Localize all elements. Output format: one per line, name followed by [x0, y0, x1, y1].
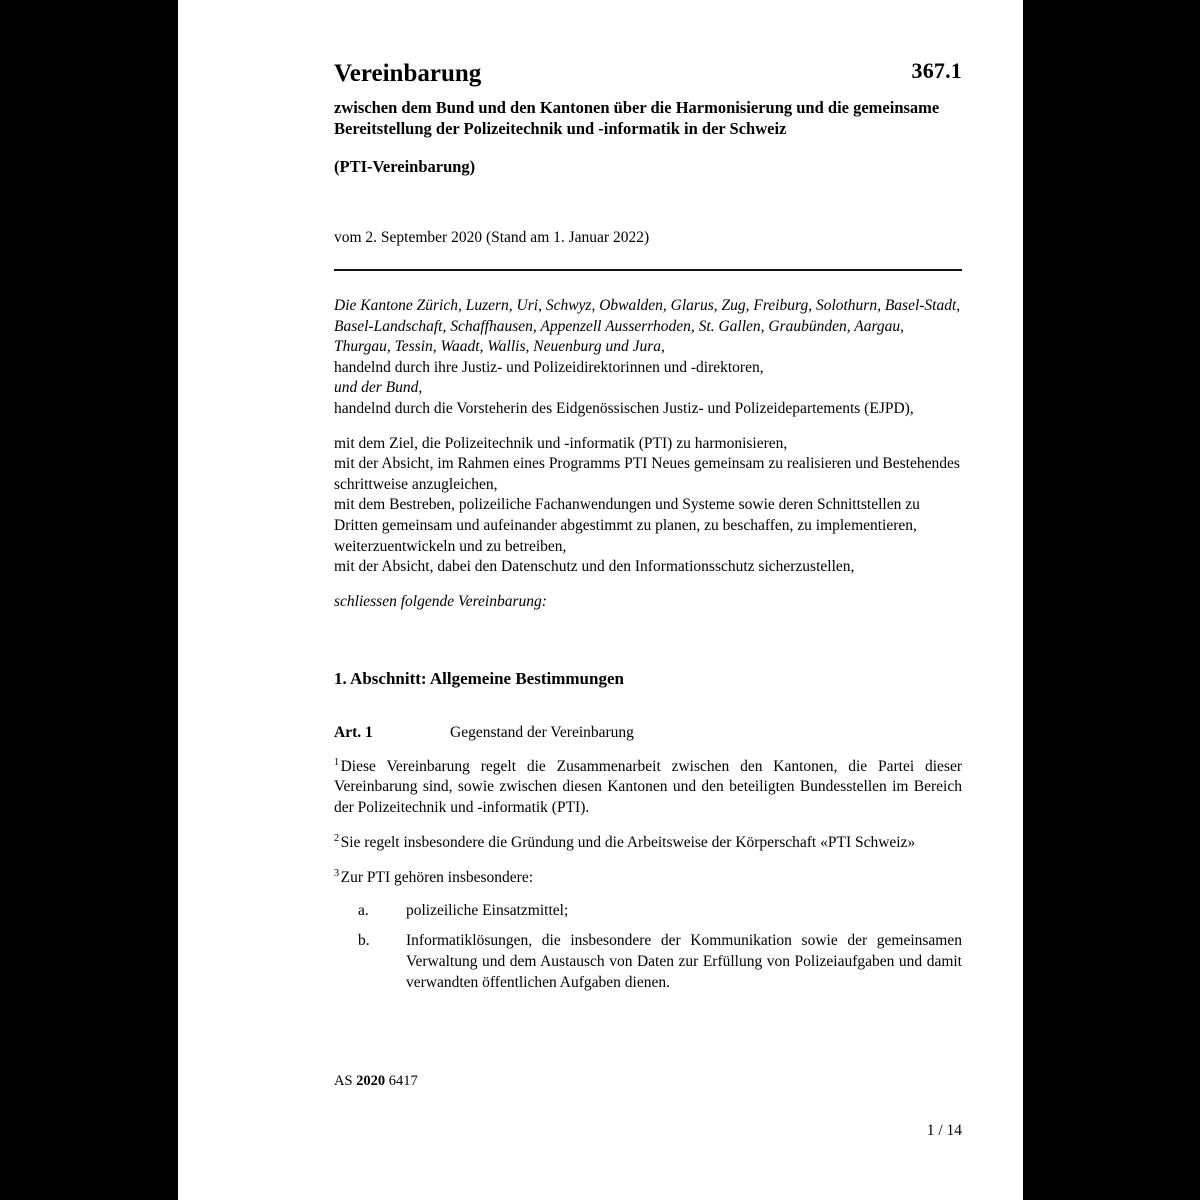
article-item-list	[334, 901, 962, 994]
list-item-marker: b.	[358, 932, 370, 950]
article-header	[334, 723, 962, 743]
preamble-cantons-acting: handelnd durch ihre Justiz- und Polizeidirektorinnen und -direktoren,	[334, 358, 764, 376]
list-item-marker: a.	[358, 901, 369, 919]
article-label: Art. 1	[334, 723, 373, 741]
article-title: Gegenstand der Vereinbarung	[450, 723, 634, 741]
list-item-text: Informatiklösungen, die insbesondere der Kommunikation sowie der gemeinsamen Verwaltung und dem Austausch von Daten zur Erfüllung von Polizeiaufgaben und damit verwandten öffentlichen Aufgaben dienen.	[406, 932, 962, 991]
article-paragraph-2	[334, 833, 962, 854]
footer-reference-suffix: 6417	[385, 1073, 418, 1089]
paragraph-number-2: 2	[334, 832, 340, 844]
list-item	[334, 931, 962, 993]
footer-reference	[334, 1073, 418, 1090]
document-page	[178, 0, 1023, 1200]
preamble-aim-4: mit der Absicht, dabei den Datenschutz und den Informationsschutz sicherzustellen,	[334, 558, 855, 576]
footer-page-number: 1 / 14	[926, 1122, 962, 1139]
preamble-aim-3: mit dem Bestreben, polizeiliche Fachanwendungen und Systeme sowie deren Schnittstellen zu Dritten gemeinsam und aufeinander abgestimmt zu planen, zu beschaffen, zu implementieren, weiterzuentwickeln und zu betreiben,	[334, 496, 920, 555]
list-item-text: polizeiliche Einsatzmittel;	[406, 901, 569, 919]
paragraph-number-3: 3	[334, 867, 340, 879]
footer-reference-year: 2020	[356, 1073, 386, 1089]
paragraph-number-1: 1	[334, 756, 340, 768]
header-divider	[334, 269, 962, 271]
footer-reference-prefix: AS	[334, 1073, 357, 1089]
page-title: Vereinbarung	[334, 60, 482, 87]
document-number: 367.1	[911, 58, 962, 83]
preamble-confederation: und der Bund,	[334, 379, 423, 397]
preamble-aim-2: mit der Absicht, im Rahmen eines Programms PTI Neues gemeinsam zu realisieren und Bestehendes schrittweise anzugleichen,	[334, 455, 960, 493]
document-date-line: vom 2. September 2020 (Stand am 1. Januar 2022)	[334, 228, 650, 246]
document-header	[334, 0, 962, 271]
section-heading: 1. Abschnitt: Allgemeine Bestimmungen	[334, 669, 624, 689]
letterbox-bar-right	[1023, 0, 1200, 1200]
preamble-block	[334, 296, 962, 613]
preamble-confederation-acting: handelnd durch die Vorsteherin des Eidgenössischen Justiz- und Polizeidepartements (EJPD),	[334, 400, 914, 417]
document-subtitle: zwischen dem Bund und den Kantonen über die Harmonisierung und die gemeinsame Bereitstellung der Polizeitechnik und -informatik in der Schweiz	[334, 97, 940, 138]
document-short-title: (PTI-Vereinbarung)	[334, 157, 476, 177]
paragraph-text-1: Diese Vereinbarung regelt die Zusammenarbeit zwischen den Kantonen, die Partei dieser Vereinbarung sind, sowie zwischen diesen Kantonen und den beteiligten Bundesstellen im Bereich der Polizeitechnik und -informatik (PTI).	[334, 757, 962, 817]
letterbox-bar-left	[0, 0, 178, 1200]
preamble-aim-1: mit dem Ziel, die Polizeitechnik und -informatik (PTI) zu harmonisieren,	[334, 434, 788, 452]
article-paragraph-3	[334, 868, 962, 889]
preamble-closing: schliessen folgende Vereinbarung:	[334, 592, 547, 610]
list-item	[334, 901, 962, 922]
article-paragraph-1	[334, 757, 962, 819]
paragraph-text-3: Zur PTI gehören insbesondere:	[340, 868, 534, 886]
paragraph-text-2: Sie regelt insbesondere die Gründung und die Arbeitsweise der Körperschaft «PTI Schweiz»	[340, 834, 916, 852]
preamble-cantons: Die Kantone Zürich, Luzern, Uri, Schwyz, Obwalden, Glarus, Zug, Freiburg, Solothurn, Basel-Stadt, Basel-Landschaft, Schaffhausen, Appenzell Ausserrhoden, St. Gallen, Graubünden, Aargau, Thurgau, Tessin, Waadt, Wallis, Neuenburg und Jura,	[334, 296, 961, 356]
page-content-column	[334, 0, 962, 994]
